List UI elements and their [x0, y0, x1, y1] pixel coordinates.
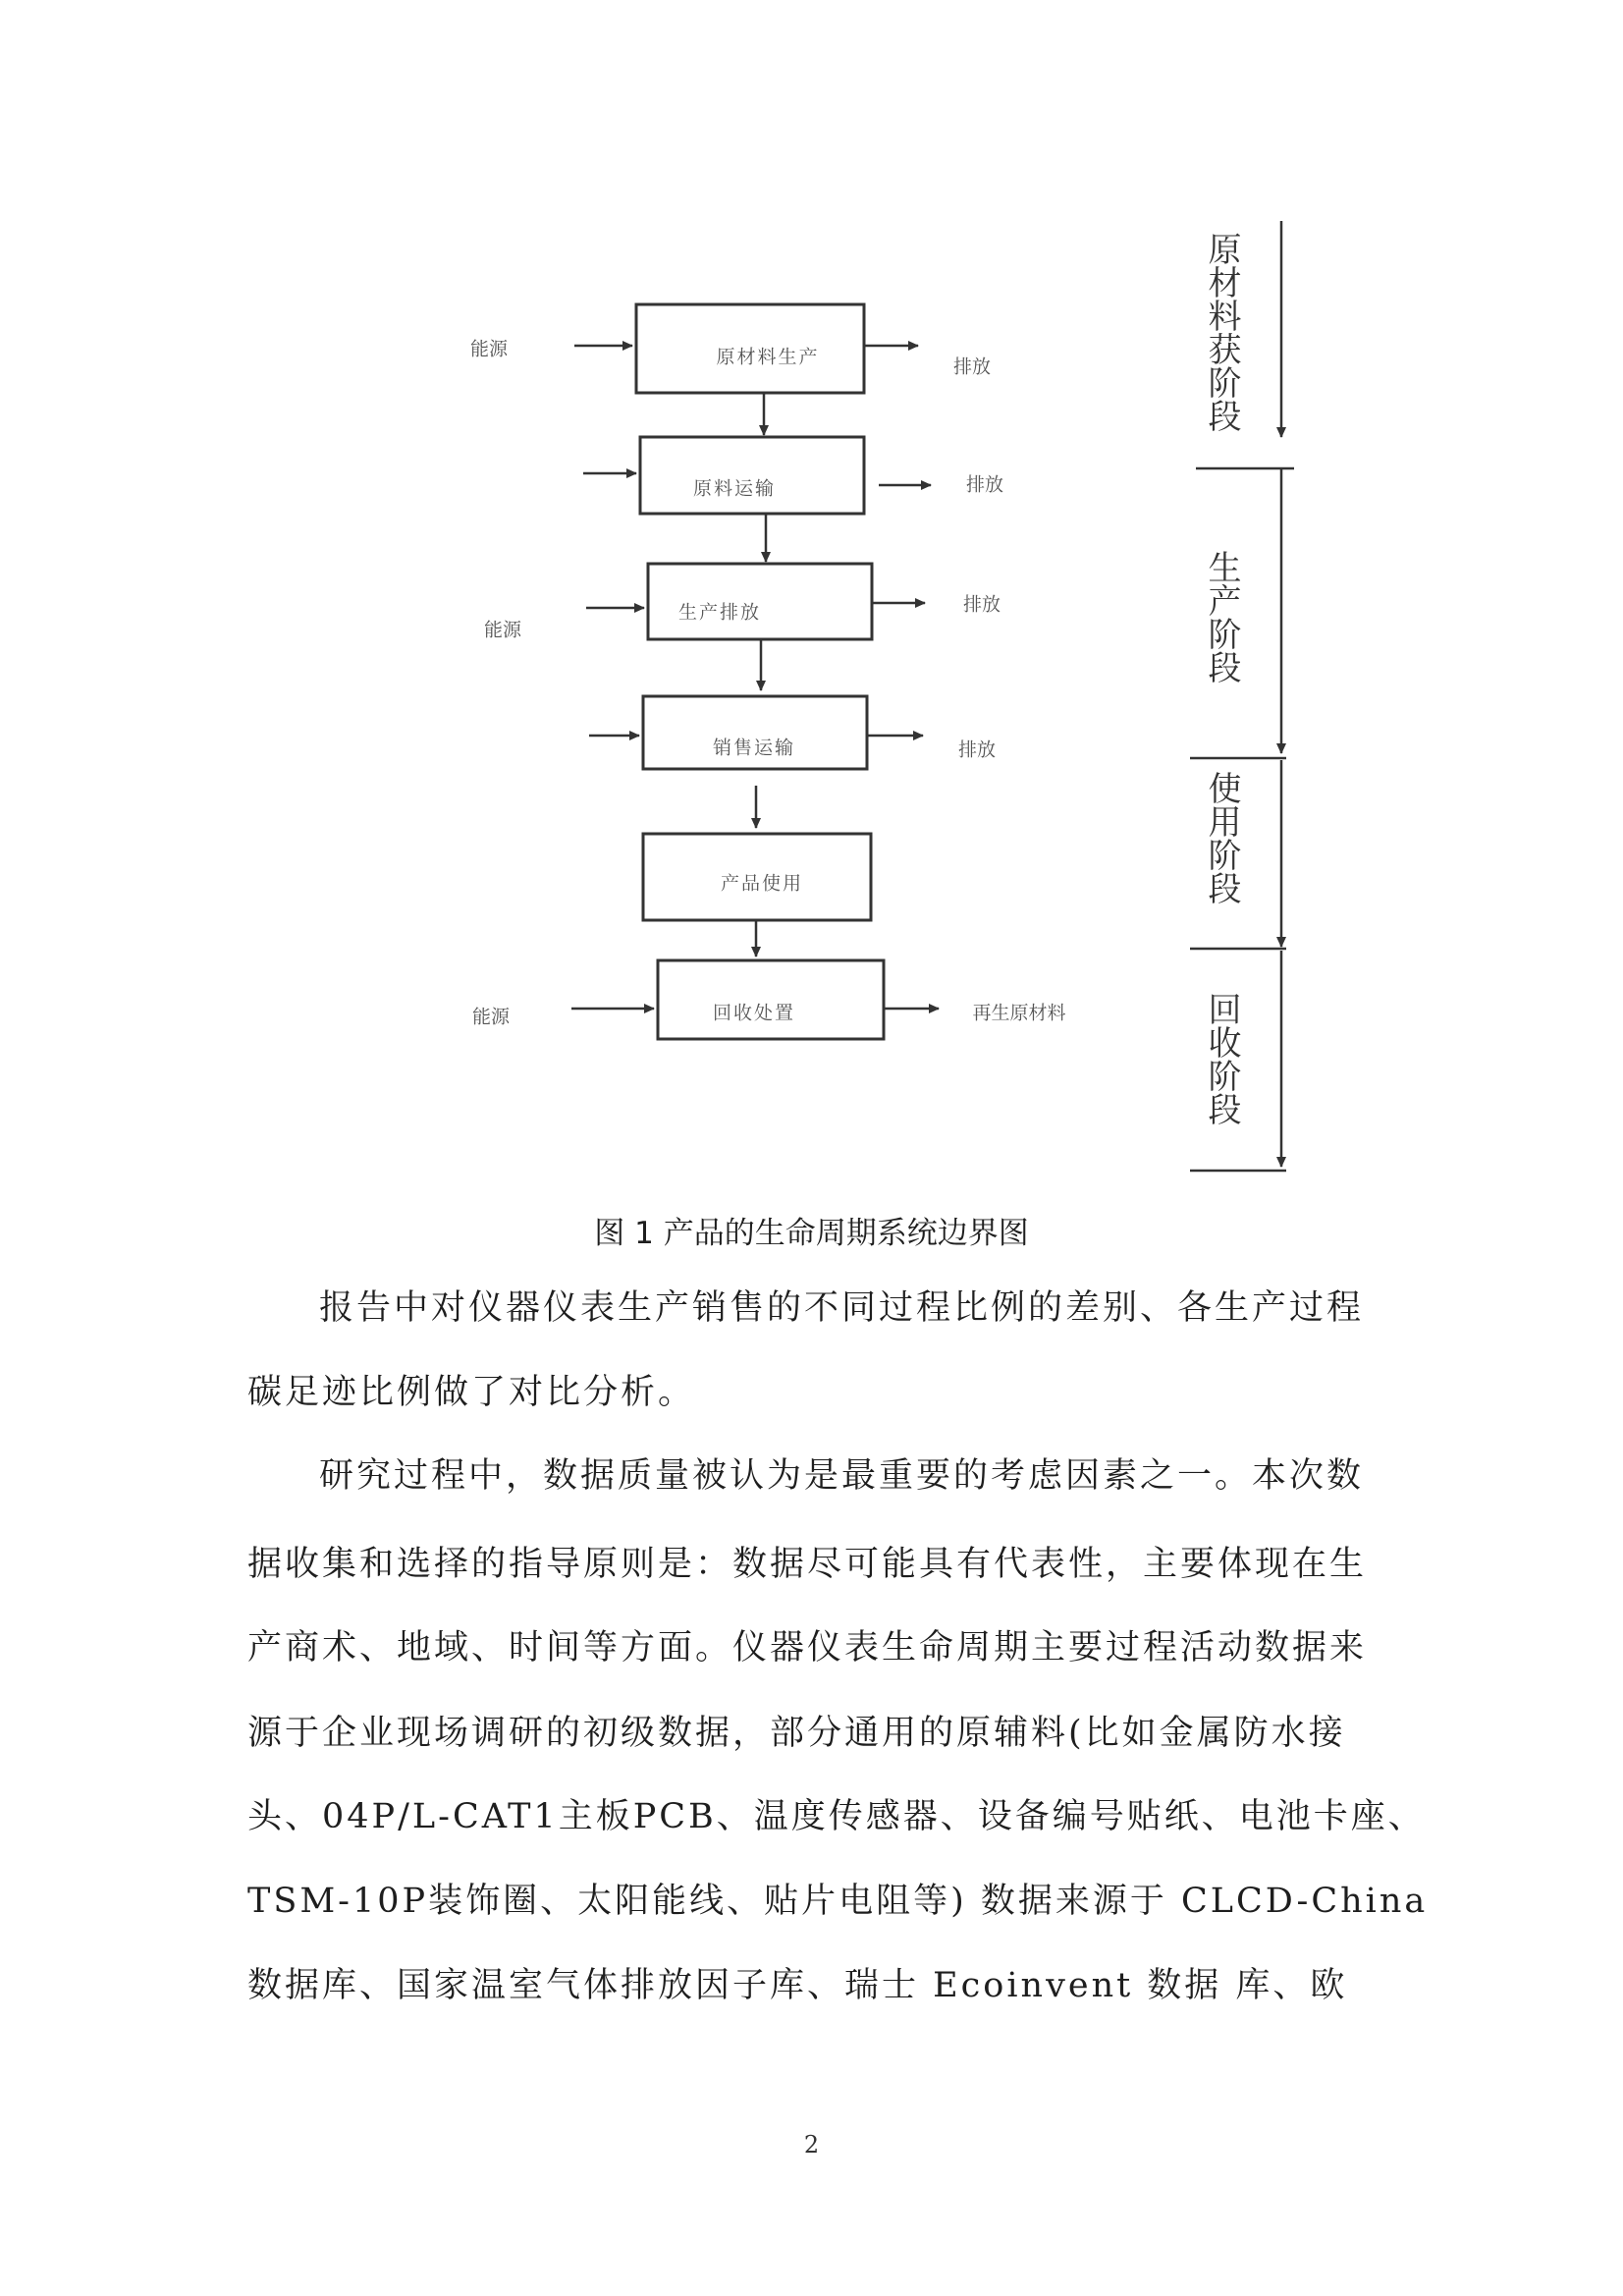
output-label: 排放: [952, 355, 992, 378]
paragraph-line: 产商术、地域、时间等方面。仪器仪表生命周期主要过程活动数据来: [247, 1628, 1368, 1667]
input-label: 能源: [471, 1006, 511, 1028]
paragraph-line: 数据库、国家温室气体排放因子库、瑞士 Ecoinvent 数据 库、欧: [247, 1966, 1348, 2005]
output-label: 再生原材料: [972, 1002, 1066, 1024]
paragraph-line: 研究过程中，数据质量被认为是最重要的考虑因素之一。本次数: [319, 1456, 1365, 1496]
paragraph-line: TSM-10P装饰圈、太阳能线、贴片电阻等) 数据来源于 CLCD-China: [247, 1882, 1429, 1921]
stage-label-use: 使用阶段: [1202, 771, 1241, 904]
input-label: 能源: [469, 338, 509, 360]
output-label: 排放: [957, 738, 997, 761]
figure-caption: 图 1 产品的生命周期系统边界图: [594, 1216, 1029, 1251]
input-label: 能源: [483, 619, 522, 641]
output-label: 排放: [965, 473, 1004, 496]
stage-label-raw-material: 原材料获阶段: [1202, 232, 1241, 432]
paragraph-line: 据收集和选择的指导原则是：数据尽可能具有代表性，主要体现在生: [247, 1545, 1368, 1584]
stage-label-recycling: 回收阶段: [1202, 992, 1241, 1125]
page-number: 2: [803, 2131, 820, 2159]
box-label: 销售运输: [712, 737, 796, 759]
box-label: 产品使用: [720, 872, 804, 895]
paragraph-line: 碳足迹比例做了对比分析。: [247, 1373, 696, 1412]
box-label: 原材料生产: [716, 346, 820, 368]
paragraph-line: 头、04P/L-CAT1主板PCB、温度传感器、设备编号贴纸、电池卡座、: [247, 1797, 1426, 1836]
paragraph-line: 报告中对仪器仪表生产销售的不同过程比例的差别、各生产过程: [319, 1288, 1365, 1328]
paragraph-line: 源于企业现场调研的初级数据，部分通用的原辅料(比如金属防水接: [247, 1714, 1346, 1753]
box-label: 原料运输: [692, 477, 777, 500]
box-label: 回收处置: [712, 1002, 796, 1024]
box-label: 生产排放: [677, 601, 762, 624]
output-label: 排放: [962, 593, 1001, 616]
stage-label-production: 生产阶段: [1202, 550, 1241, 683]
